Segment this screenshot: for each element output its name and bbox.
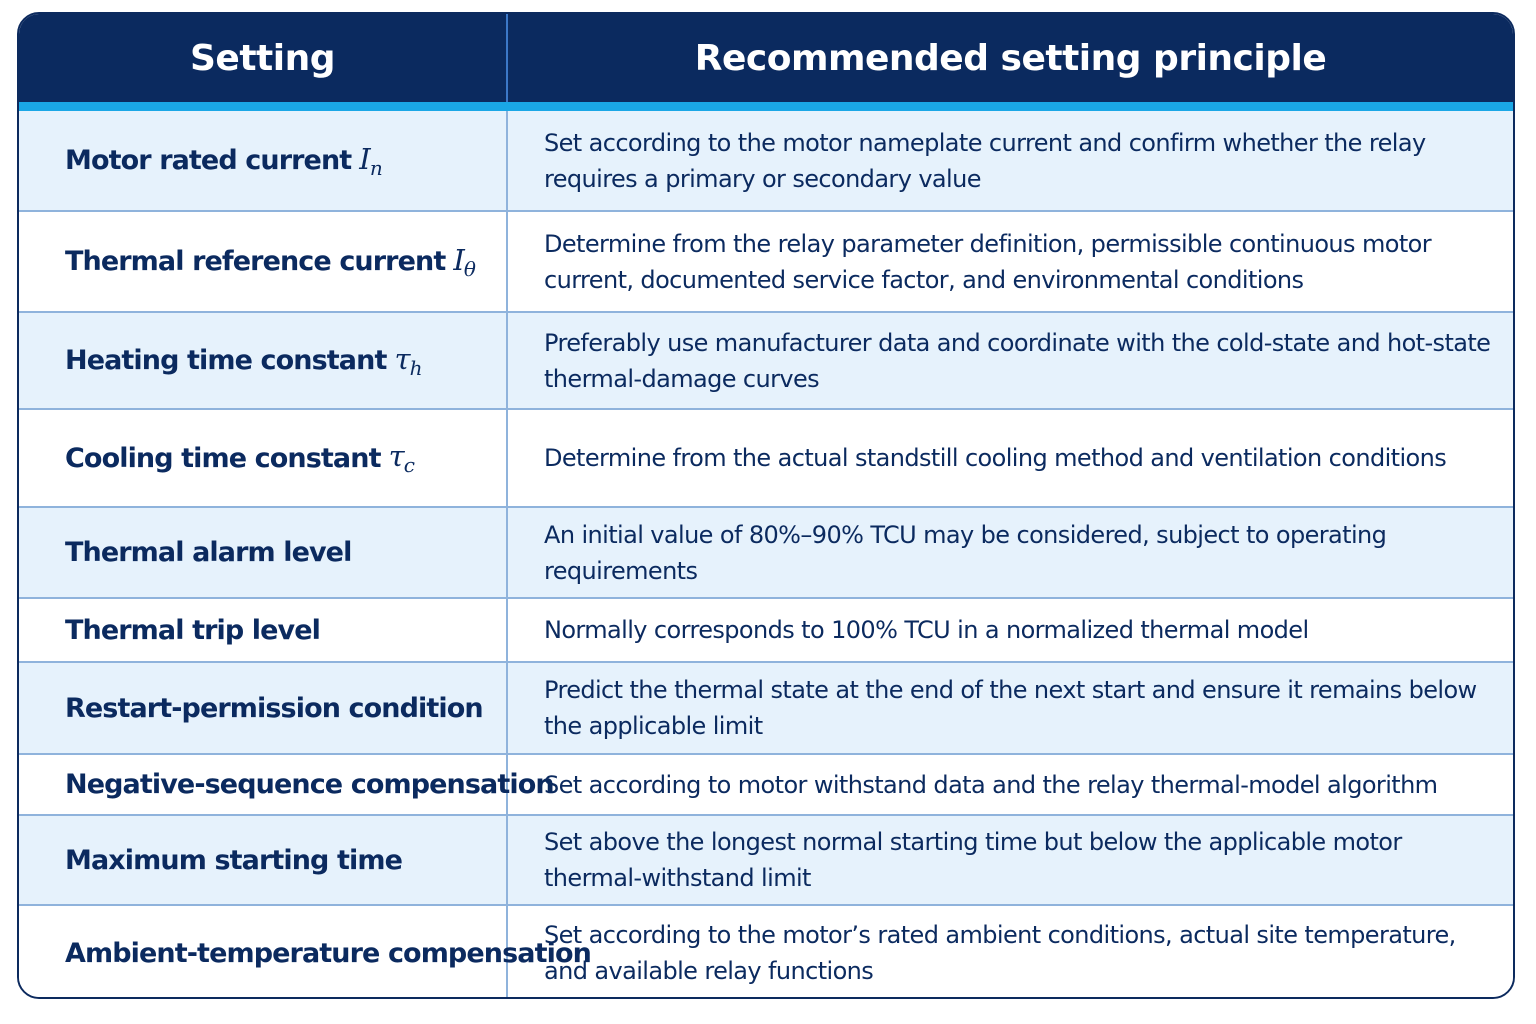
principle-cell: Set above the longest normal starting time but below the applicable motor thermal-withstand limit: [544, 828, 1402, 892]
setting-symbol: $I_n$: [359, 141, 382, 180]
setting-name: Maximum starting time: [65, 844, 402, 876]
header-principle: Recommended setting principle: [694, 37, 1327, 79]
principle-cell: Determine from the actual standstill cooling method and ventilation conditions: [544, 444, 1447, 472]
principle-cell: Set according to motor withstand data and the relay thermal-model algorithm: [544, 770, 1438, 799]
setting-name: Heating time constant: [65, 345, 387, 376]
table-row: [19, 313, 1513, 410]
setting-name: Negative-sequence compensation: [65, 769, 554, 800]
principle-cell: Set according to the motor’s rated ambient conditions, actual site temperature, and available relay functions: [544, 921, 1456, 985]
header-setting: Setting: [19, 14, 508, 102]
table-row: [19, 599, 1513, 663]
setting-cell: [19, 663, 508, 753]
setting-cell: [19, 906, 591, 999]
setting-cell: [19, 816, 508, 904]
table-row: [19, 508, 1513, 599]
principle-cell: An initial value of 80%–90% TCU may be considered, subject to operating requirements: [544, 520, 1387, 585]
table-body: [19, 111, 1513, 999]
setting-cell: [19, 755, 554, 814]
setting-symbol: $\tau_h$: [394, 341, 422, 380]
setting-name: Thermal reference current: [65, 246, 446, 277]
table-row: [19, 816, 1513, 906]
setting-cell: [19, 508, 508, 597]
table-row: [19, 755, 1513, 816]
setting-cell: [19, 212, 508, 311]
setting-cell: [19, 599, 508, 661]
setting-name: Thermal trip level: [65, 614, 321, 646]
setting-cell: [19, 111, 508, 210]
principle-cell: Preferably use manufacturer data and coordinate with the cold-state and hot-state thermal-damage curves: [544, 328, 1491, 393]
setting-name: Thermal alarm level: [65, 537, 352, 568]
principle-cell: Predict the thermal state at the end of the next start and ensure it remains below the applicable limit: [544, 676, 1477, 740]
setting-name: Motor rated current: [65, 145, 352, 176]
setting-name: Cooling time constant: [65, 442, 381, 474]
setting-name: Ambient-temperature compensation: [65, 937, 591, 969]
setting-symbol: $\tau_c$: [388, 439, 415, 477]
table-header: [19, 14, 1513, 111]
table-row: [19, 212, 1513, 313]
table-row: [19, 111, 1513, 212]
table-row: [19, 663, 1513, 755]
principle-cell: Set according to the motor nameplate current and confirm whether the relay requires a primary or secondary value: [544, 128, 1426, 193]
table-row: [19, 906, 1513, 999]
setting-symbol: $I_\theta$: [453, 242, 476, 281]
principle-cell: Normally corresponds to 100% TCU in a normalized thermal model: [544, 616, 1309, 644]
setting-name: Restart-permission condition: [65, 692, 483, 724]
setting-cell: [19, 410, 508, 506]
principle-cell: Determine from the relay parameter definition, permissible continuous motor current, documented service factor, and environmental conditions: [544, 229, 1431, 294]
setting-cell: [19, 313, 508, 408]
table-row: [19, 410, 1513, 508]
settings-table: [17, 12, 1515, 999]
